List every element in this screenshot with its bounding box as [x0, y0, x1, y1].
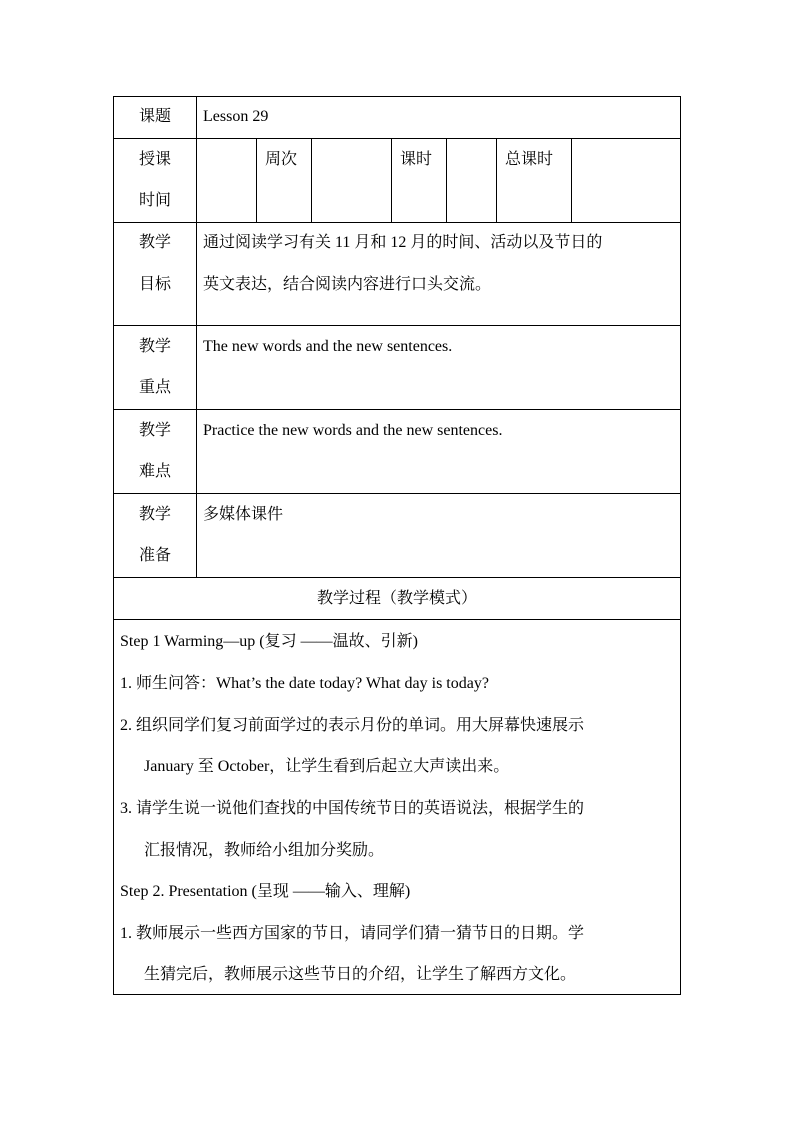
objectives-text-line1: 通过阅读学习有关 11 月和 12 月的时间、活动以及节日的 [203, 234, 603, 251]
time-row-divider [256, 138, 257, 223]
time-row-divider [571, 138, 572, 223]
objectives-text-line2: 英文表达，结合阅读内容进行口头交流。 [203, 276, 492, 293]
row-divider [113, 409, 681, 410]
process-heading: 教学过程（教学模式） [316, 590, 477, 607]
topic-value: Lesson 29 [203, 108, 269, 125]
label-column-divider [196, 96, 197, 578]
week-label: 周次 [265, 151, 298, 168]
step1-item-3-line1: 3. 请学生说一说他们查找的中国传统节日的英语说法，根据学生的 [120, 800, 585, 817]
step2-title: Step 2. Presentation (呈现 ——输入、理解) [120, 883, 411, 900]
step1-title: Step 1 Warming—up (复习 ——温故、引新) [120, 633, 418, 650]
table-border-bottom [113, 994, 681, 995]
period-label: 课时 [400, 151, 433, 168]
time-label-line2: 时间 [138, 192, 171, 209]
key-points-text: The new words and the new sentences. [203, 338, 453, 355]
difficulties-text: Practice the new words and the new sentences. [203, 422, 503, 439]
step1-item-3-line2: 汇报情况，教师给小组加分奖励。 [144, 842, 385, 859]
step2-item-1-line2: 生猜完后，教师展示这些节日的介绍，让学生了解西方文化。 [144, 966, 577, 983]
row-divider [113, 325, 681, 326]
time-row-divider [446, 138, 447, 223]
difficulties-label-line1: 教学 [138, 422, 171, 439]
topic-label: 课题 [138, 108, 171, 125]
difficulties-label-line2: 难点 [138, 463, 171, 480]
row-divider [113, 619, 681, 620]
row-divider [113, 577, 681, 578]
preparation-label-line2: 准备 [138, 547, 171, 564]
table-border-right [680, 96, 681, 995]
objectives-label-line1: 教学 [138, 234, 171, 251]
time-row-divider [311, 138, 312, 223]
step1-item-2-line2: January 至 October，让学生看到后起立大声读出来。 [144, 758, 510, 775]
table-border-top [113, 96, 681, 97]
key-points-label-line2: 重点 [138, 379, 171, 396]
key-points-label-line1: 教学 [138, 338, 171, 355]
step1-item-1: 1. 师生问答：What’s the date today? What day is today? [120, 675, 489, 692]
time-row-divider [496, 138, 497, 223]
preparation-label-line1: 教学 [138, 506, 171, 523]
objectives-label-line2: 目标 [138, 276, 171, 293]
time-row-divider [391, 138, 392, 223]
row-divider [113, 493, 681, 494]
total-periods-label: 总课时 [505, 151, 554, 168]
step1-item-2-line1: 2. 组织同学们复习前面学过的表示月份的单词。用大屏幕快速展示 [120, 717, 585, 734]
row-divider [113, 222, 681, 223]
step2-item-1-line1: 1. 教师展示一些西方国家的节日，请同学们猜一猜节日的日期。学 [120, 925, 585, 942]
row-divider [113, 138, 681, 139]
preparation-text: 多媒体课件 [203, 506, 284, 523]
time-label-line1: 授课 [138, 151, 171, 168]
